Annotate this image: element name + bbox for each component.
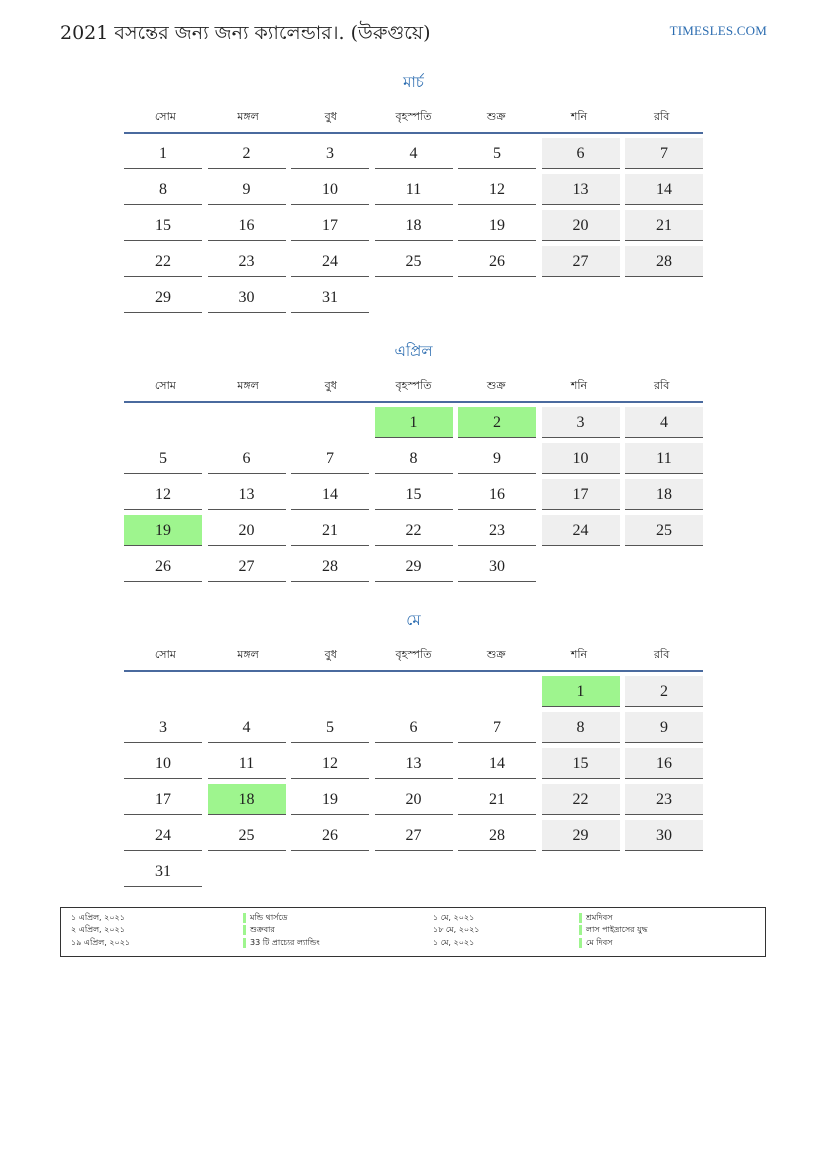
weekday-label: রবি (654, 379, 670, 392)
legend-holiday: লাস পাইদ্রাসের যুদ্ধ (586, 925, 648, 934)
day-cell: 31 (124, 856, 202, 887)
day-cell: 17 (124, 784, 202, 815)
day-cell: 22 (124, 246, 202, 277)
holiday-legend (60, 907, 766, 957)
day-cell: 6 (542, 138, 620, 169)
weekday-label: বৃহস্পতি (395, 110, 432, 123)
empty-cell (291, 676, 369, 707)
day-cell: 10 (542, 443, 620, 474)
empty-cell (458, 676, 536, 707)
empty-cell (291, 407, 369, 438)
day-cell: 26 (291, 820, 369, 851)
weekday-label: শুক্র (486, 379, 506, 392)
weekday-label: শনি (570, 379, 588, 392)
holiday-marker (243, 938, 246, 948)
day-cell: 29 (124, 282, 202, 313)
day-cell: 2 (458, 407, 536, 438)
legend-holiday: শুক্রবার (250, 925, 275, 934)
legend-date: ১ এপ্রিল, ২০২১ (71, 913, 125, 922)
day-cell: 1 (542, 676, 620, 707)
month-april (124, 339, 703, 582)
weekday-label: শুক্র (486, 110, 506, 123)
legend-holiday: শ্রমদিবস (586, 913, 613, 922)
weekday-label: বৃহস্পতি (395, 379, 432, 392)
day-cell: 4 (208, 712, 286, 743)
day-cell: 1 (124, 138, 202, 169)
month-may (124, 608, 703, 887)
header-rule (124, 401, 703, 403)
day-cell: 3 (542, 407, 620, 438)
day-cell: 28 (291, 551, 369, 582)
day-cell: 12 (291, 748, 369, 779)
day-cell: 14 (291, 479, 369, 510)
empty-cell (375, 676, 453, 707)
day-cell: 22 (375, 515, 453, 546)
day-cell: 4 (625, 407, 703, 438)
day-cell: 7 (458, 712, 536, 743)
day-cell: 2 (625, 676, 703, 707)
day-cell: 24 (542, 515, 620, 546)
weekday-label: শুক্র (486, 648, 506, 661)
day-cell: 10 (291, 174, 369, 205)
day-grid (124, 407, 703, 582)
day-cell: 19 (124, 515, 202, 546)
weekday-label: মঙ্গল (237, 379, 259, 392)
legend-holiday: মন্ডি থার্সডে (250, 913, 288, 922)
day-cell: 4 (375, 138, 453, 169)
day-cell: 27 (542, 246, 620, 277)
day-cell: 20 (208, 515, 286, 546)
day-cell: 24 (291, 246, 369, 277)
legend-holiday: 33 টি প্রাচ্যের ল্যান্ডিং (250, 938, 320, 947)
day-cell: 20 (375, 784, 453, 815)
empty-cell (124, 407, 202, 438)
day-cell: 9 (208, 174, 286, 205)
month-title: মে (406, 611, 421, 629)
day-cell: 20 (542, 210, 620, 241)
day-cell: 27 (375, 820, 453, 851)
day-cell: 23 (625, 784, 703, 815)
legend-date: ২ এপ্রিল, ২০২১ (71, 925, 125, 934)
day-cell: 13 (542, 174, 620, 205)
day-cell: 18 (208, 784, 286, 815)
day-grid (124, 676, 703, 887)
day-cell: 9 (625, 712, 703, 743)
weekday-label: রবি (654, 648, 670, 661)
day-cell: 6 (375, 712, 453, 743)
day-cell: 11 (375, 174, 453, 205)
month-title: মার্চ (403, 73, 424, 91)
day-cell: 21 (625, 210, 703, 241)
day-cell: 7 (291, 443, 369, 474)
weekday-label: সোম (154, 379, 176, 392)
brand-link[interactable]: TIMESLES.COM (669, 23, 767, 38)
day-cell: 25 (208, 820, 286, 851)
weekday-label: রবি (654, 110, 670, 123)
day-cell: 30 (458, 551, 536, 582)
day-cell: 8 (124, 174, 202, 205)
day-cell: 11 (208, 748, 286, 779)
weekday-label: বুধ (324, 110, 337, 123)
month-march (124, 70, 703, 313)
holiday-marker (243, 925, 246, 935)
weekday-label: সোম (154, 110, 176, 123)
day-cell: 21 (291, 515, 369, 546)
weekday-header (124, 377, 703, 399)
day-cell: 25 (625, 515, 703, 546)
day-cell: 23 (208, 246, 286, 277)
legend-holiday: মে দিবস (586, 938, 613, 947)
holiday-marker (579, 938, 582, 948)
holiday-marker (579, 925, 582, 935)
day-cell: 29 (375, 551, 453, 582)
day-cell: 25 (375, 246, 453, 277)
empty-cell (208, 407, 286, 438)
day-cell: 5 (458, 138, 536, 169)
day-cell: 12 (124, 479, 202, 510)
day-cell: 28 (458, 820, 536, 851)
day-cell: 18 (625, 479, 703, 510)
day-cell: 17 (291, 210, 369, 241)
day-cell: 11 (625, 443, 703, 474)
weekday-header (124, 108, 703, 130)
day-cell: 13 (375, 748, 453, 779)
day-cell: 2 (208, 138, 286, 169)
day-grid (124, 138, 703, 313)
day-cell: 15 (542, 748, 620, 779)
day-cell: 16 (458, 479, 536, 510)
day-cell: 19 (458, 210, 536, 241)
day-cell: 19 (291, 784, 369, 815)
day-cell: 23 (458, 515, 536, 546)
day-cell: 14 (625, 174, 703, 205)
day-cell: 17 (542, 479, 620, 510)
day-cell: 9 (458, 443, 536, 474)
day-cell: 30 (625, 820, 703, 851)
day-cell: 29 (542, 820, 620, 851)
day-cell: 15 (124, 210, 202, 241)
day-cell: 8 (375, 443, 453, 474)
day-cell: 18 (375, 210, 453, 241)
day-cell: 26 (124, 551, 202, 582)
day-cell: 16 (208, 210, 286, 241)
day-cell: 3 (291, 138, 369, 169)
day-cell: 5 (291, 712, 369, 743)
header-rule (124, 132, 703, 134)
day-cell: 12 (458, 174, 536, 205)
header-rule (124, 670, 703, 672)
weekday-label: শনি (570, 110, 588, 123)
day-cell: 8 (542, 712, 620, 743)
legend-date: ১ মে, ২০২১ (433, 913, 475, 922)
day-cell: 24 (124, 820, 202, 851)
day-cell: 3 (124, 712, 202, 743)
legend-date: ১৯ এপ্রিল, ২০২১ (71, 938, 131, 947)
day-cell: 27 (208, 551, 286, 582)
day-cell: 15 (375, 479, 453, 510)
day-cell: 22 (542, 784, 620, 815)
month-title: এপ্রিল (394, 342, 433, 360)
empty-cell (208, 676, 286, 707)
day-cell: 7 (625, 138, 703, 169)
weekday-label: সোম (154, 648, 176, 661)
day-cell: 21 (458, 784, 536, 815)
day-cell: 13 (208, 479, 286, 510)
day-cell: 30 (208, 282, 286, 313)
day-cell: 26 (458, 246, 536, 277)
day-cell: 1 (375, 407, 453, 438)
legend-date: ১ মে, ২০২১ (433, 938, 475, 947)
empty-cell (124, 676, 202, 707)
weekday-label: শনি (570, 648, 588, 661)
legend-date: ১৮ মে, ২০২১ (433, 925, 480, 934)
day-cell: 6 (208, 443, 286, 474)
weekday-label: বৃহস্পতি (395, 648, 432, 661)
weekday-label: মঙ্গল (237, 648, 259, 661)
page-title: 2021 বসন্তের জন্য জন্য ক্যালেন্ডার।. (উরুগুয়ে) (60, 22, 431, 44)
holiday-marker (243, 913, 246, 923)
day-cell: 28 (625, 246, 703, 277)
day-cell: 10 (124, 748, 202, 779)
day-cell: 14 (458, 748, 536, 779)
weekday-label: বুধ (324, 379, 337, 392)
weekday-label: মঙ্গল (237, 110, 259, 123)
weekday-header (124, 646, 703, 668)
day-cell: 31 (291, 282, 369, 313)
holiday-marker (579, 913, 582, 923)
day-cell: 5 (124, 443, 202, 474)
weekday-label: বুধ (324, 648, 337, 661)
day-cell: 16 (625, 748, 703, 779)
